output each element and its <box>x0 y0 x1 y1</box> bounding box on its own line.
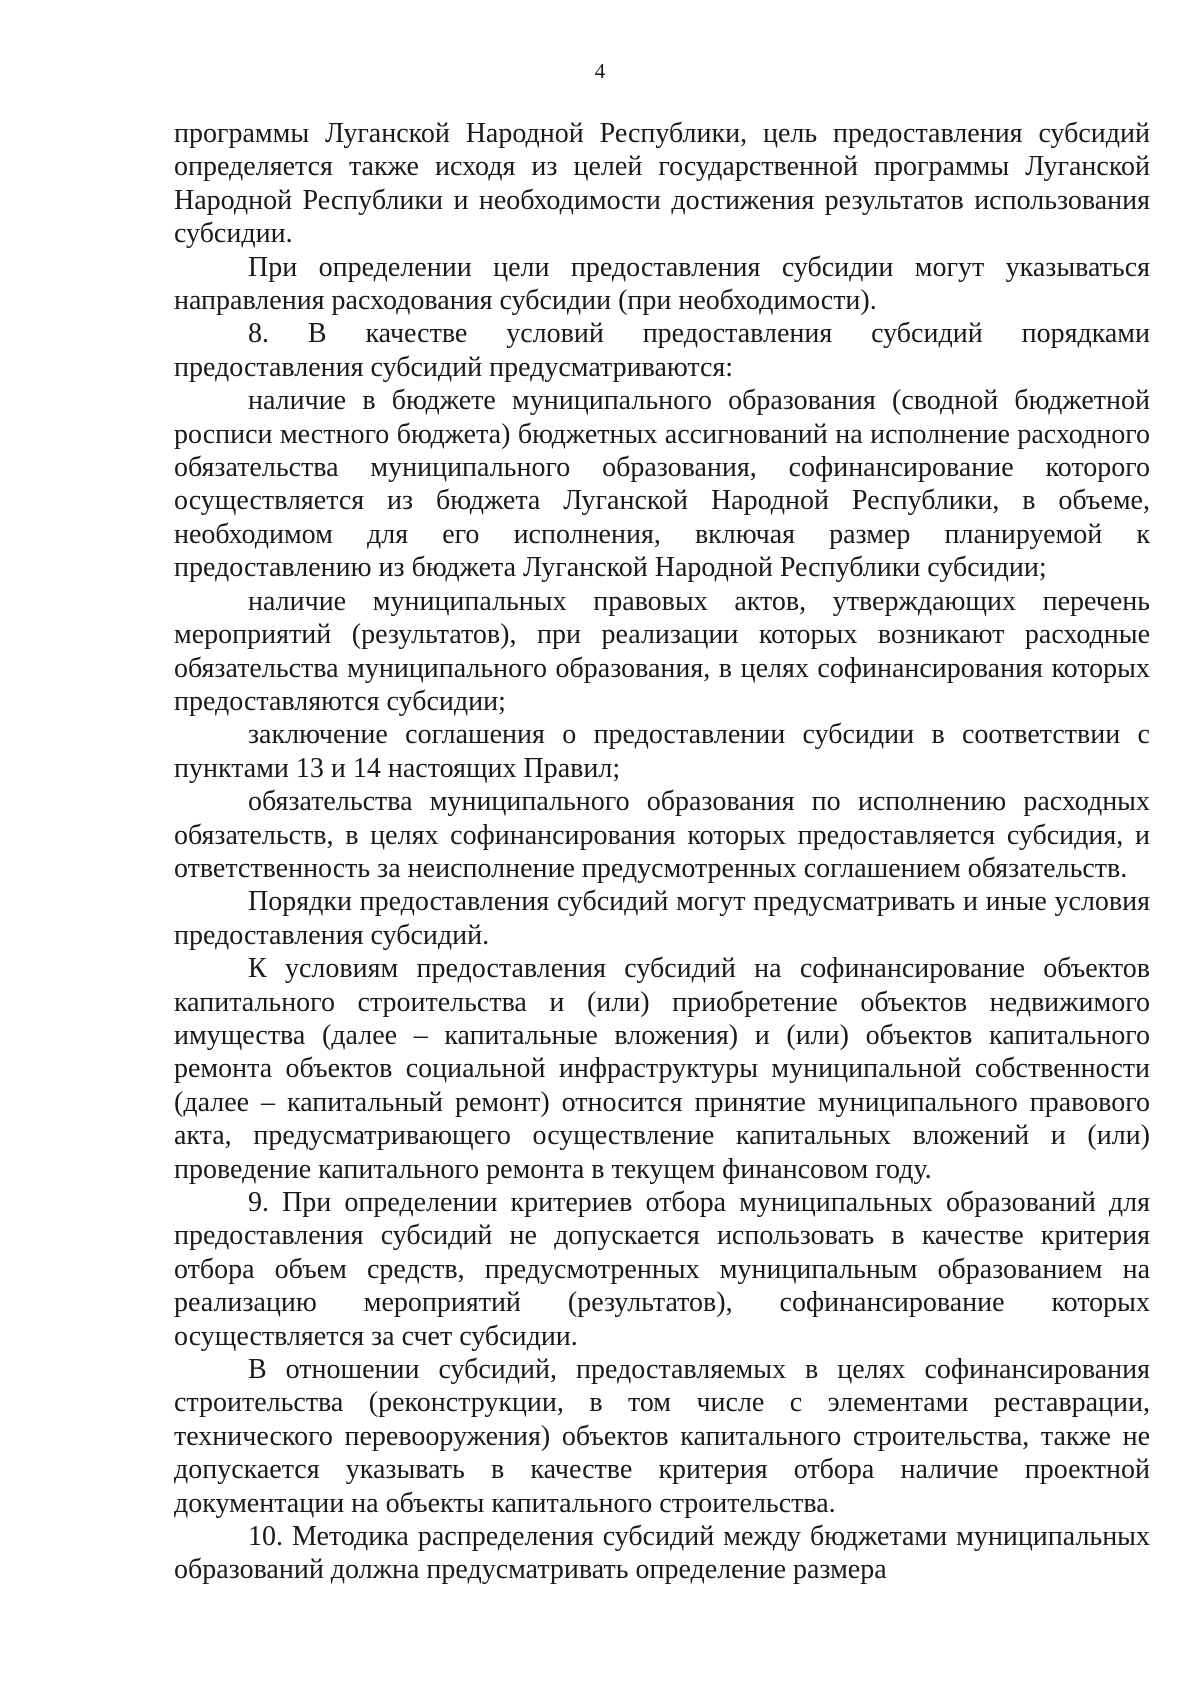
paragraph-item-9-criteria: 9. При определении критериев отбора муниципальных образований для предоставления субсидий не допускается использовать в качестве критерия отбора объем средств, предусмотренных муниципальным образованием на реализацию мероприятий (результатов), софинансирование которых осуществляется за счет субсидии. <box>174 1187 1150 1352</box>
paragraph-capital-investments: К условиям предоставления субсидий на софинансирование объектов капитального строительства и (или) приобретение объектов недвижимого имущества (далее – капитальные вложения) и (или) объектов капитального ремонта объектов социальной инфраструктуры муниципальной собственности (далее – капитальный ремонт) относится принятие муниципального правового акта, предусматривающего осуществление капитальных вложений и (или) проведение капитального ремонта в текущем финансовом году. <box>174 953 1150 1185</box>
paragraph-goal-continuation: программы Луганской Народной Республики, цель предоставления субсидий определяется также исходя из целей государственной программы Луганской Народной Республики и необходимости достижения результатов использования субсидии. <box>174 118 1150 250</box>
paragraph-condition-agreement: заключение соглашения о предоставлении субсидии в соответствии с пунктами 13 и 14 настоящих Правил; <box>174 719 1150 784</box>
paragraph-goal-directions: При определении цели предоставления субсидии могут указываться направления расходования субсидии (при необходимости). <box>174 251 1150 317</box>
paragraph-condition-legal-acts: наличие муниципальных правовых актов, утверждающих перечень мероприятий (результатов), при реализации которых возникают расходные обязательства муниципального образования, в целях софинансирования которых предоставляются субсидии; <box>174 585 1150 717</box>
paragraph-condition-budget-allocations: наличие в бюджете муниципального образования (сводной бюджетной росписи местного бюджета) бюджетных ассигнований на исполнение расходного обязательства муниципального образования, софинансирование которого осуществляется из бюджета Луганской Народной Республики, в объеме, необходимом для его исполнения, включая размер планируемой к предоставлению из бюджета Луганской Народной Республики субсидии; <box>174 385 1150 584</box>
paragraph-other-conditions: Порядки предоставления субсидий могут предусматривать и иные условия предоставления субсидий. <box>174 886 1150 951</box>
paragraph-condition-obligations: обязательства муниципального образования по исполнению расходных обязательств, в целях софинансирования которых предоставляется субсидия, и ответственность за неисполнение предусмотренных соглашением обязательств. <box>174 786 1150 884</box>
paragraph-item-8-conditions: 8. В качестве условий предоставления субсидий порядками предоставления субсидий предусматриваются: <box>174 318 1150 383</box>
paragraph-item-10-methodology: 10. Методика распределения субсидий между бюджетами муниципальных образований должна предусматривать определение размера <box>174 1521 1150 1586</box>
page-number: 4 <box>594 59 606 83</box>
document-body <box>174 117 1150 1587</box>
paragraph-construction-subsidies: В отношении субсидий, предоставляемых в целях софинансирования строительства (реконструкции, в том числе с элементами реставрации, технического перевооружения) объектов капитального строительства, также не допускается указывать в качестве критерия отбора наличие проектной документации на объекты капитального строительства. <box>174 1354 1150 1519</box>
